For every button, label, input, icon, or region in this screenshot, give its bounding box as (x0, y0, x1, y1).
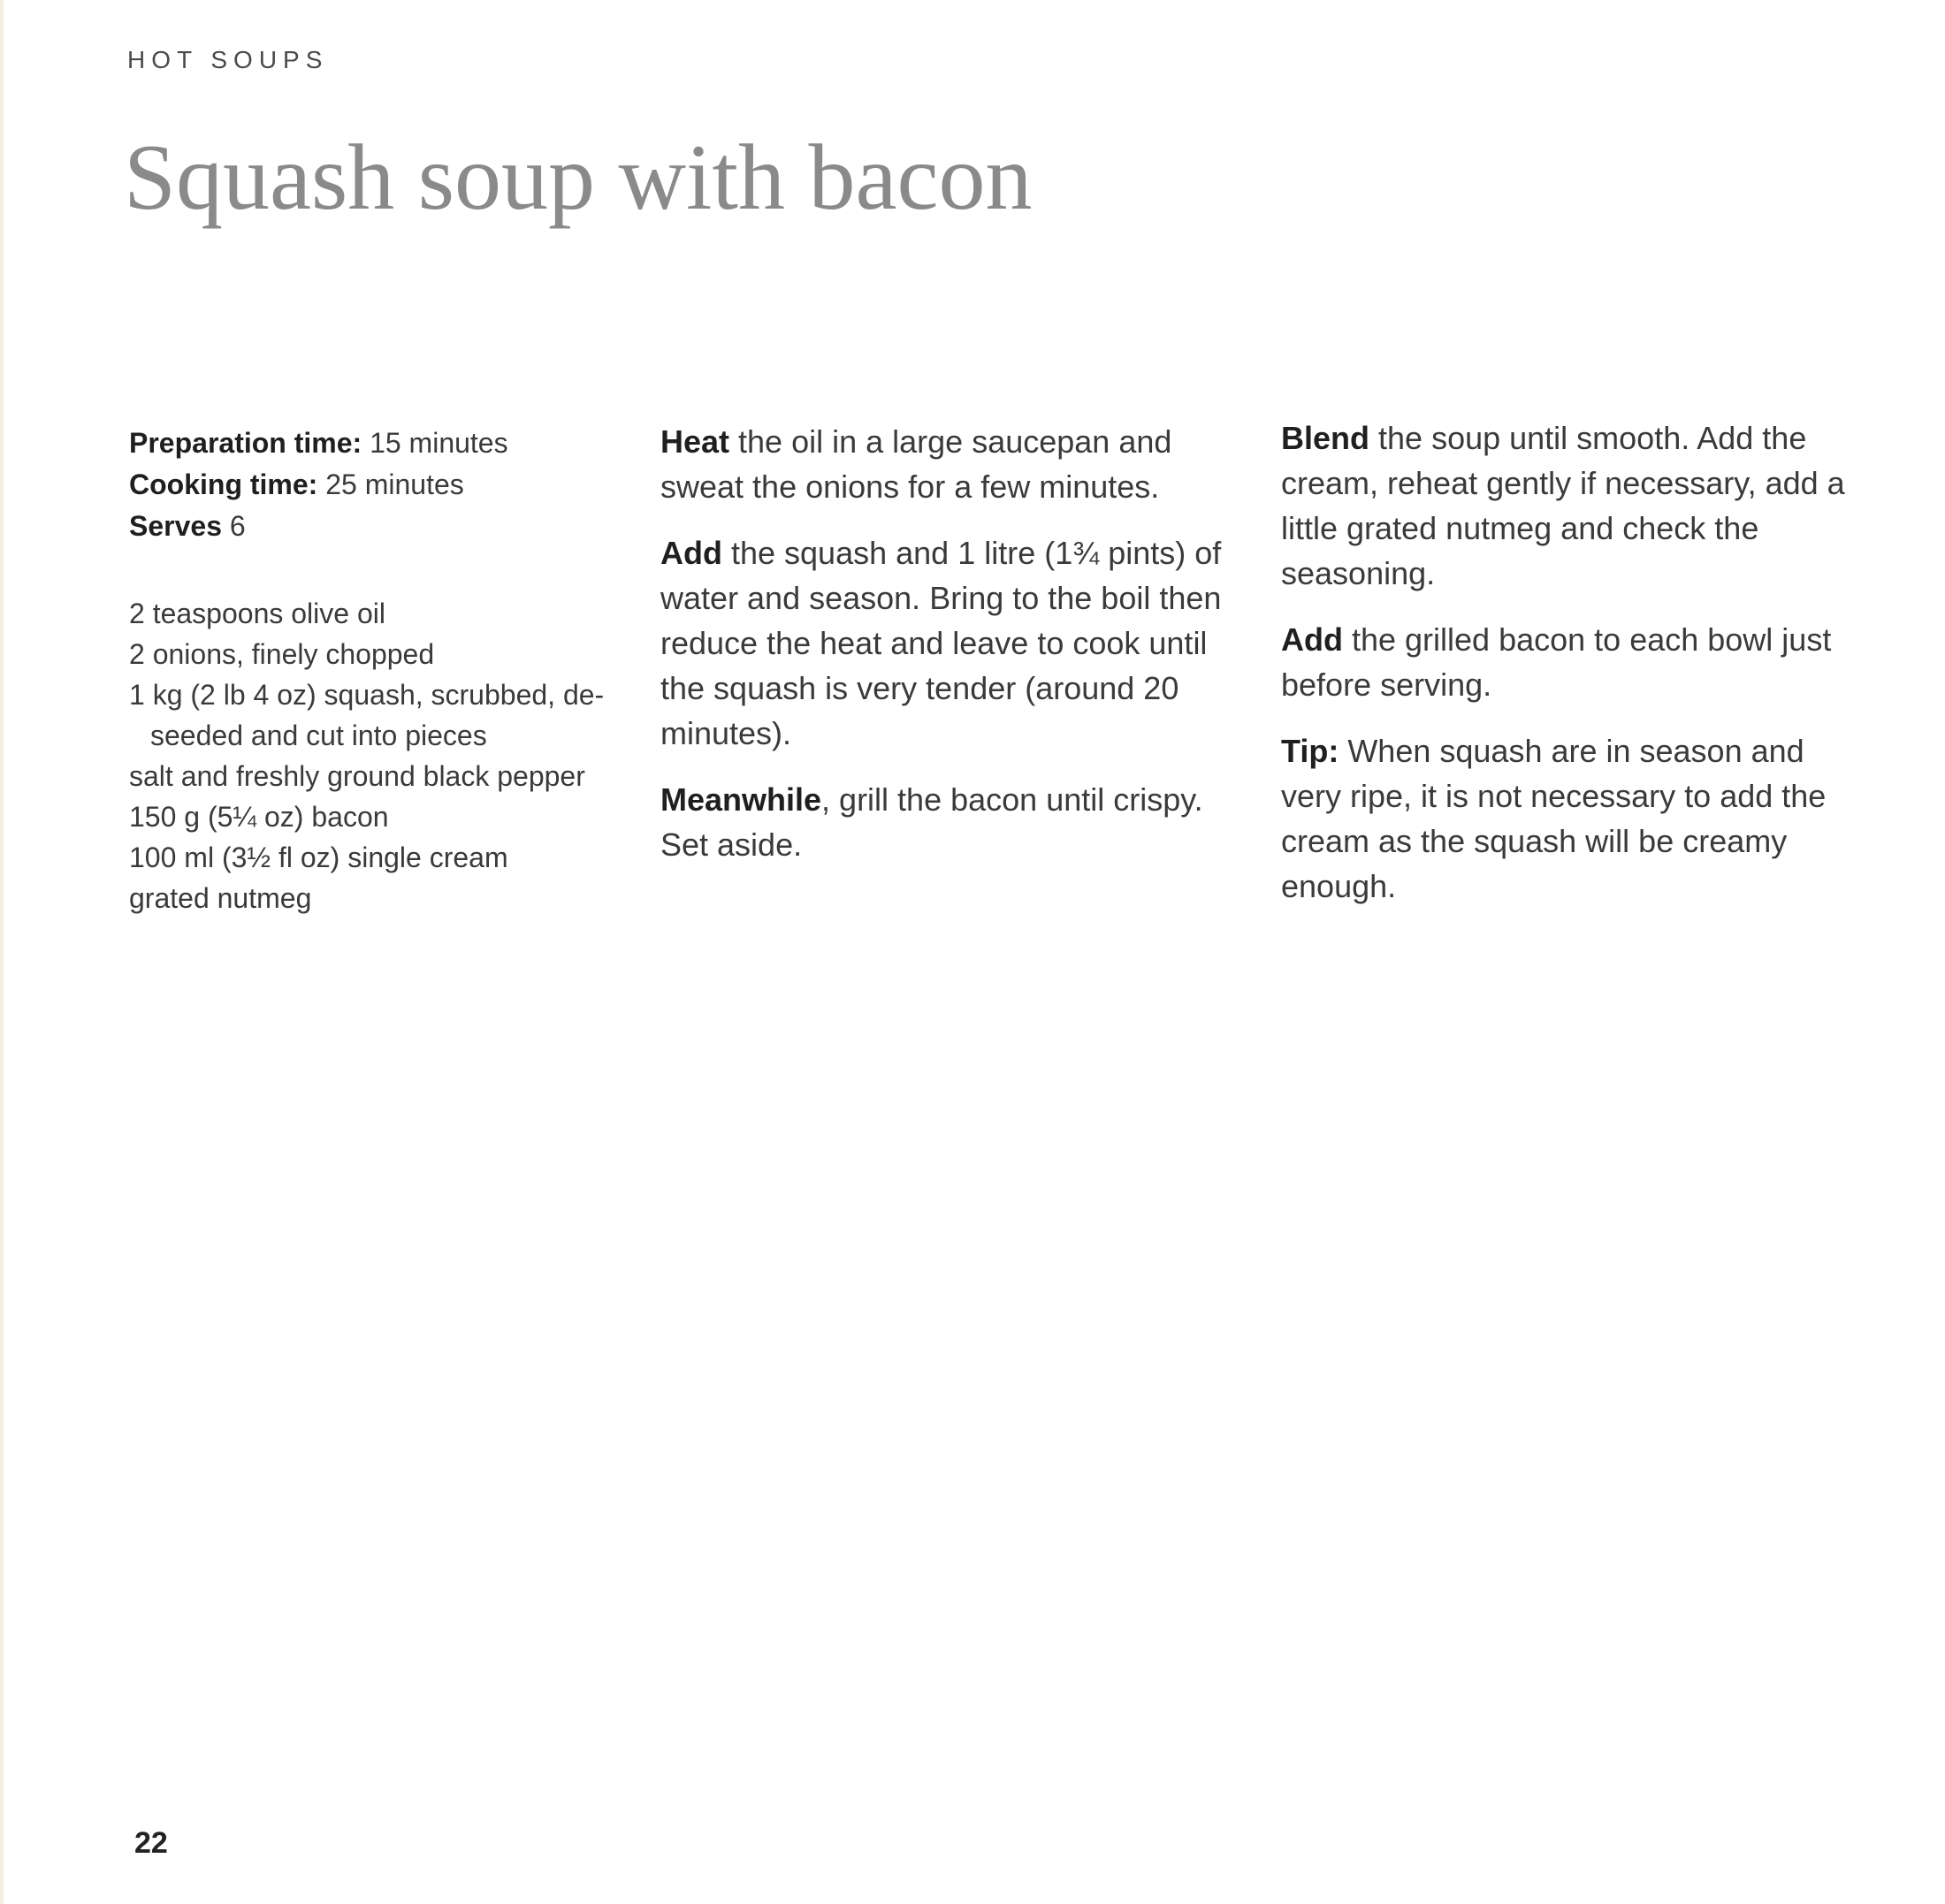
step-text: , grill the bacon until crispy. Set aside. (660, 781, 1203, 863)
ingredient-item: 1 kg (2 lb 4 oz) squash, scrubbed, de-seeded and cut into pieces (129, 679, 605, 751)
method-step (660, 777, 1244, 867)
section-header: HOT SOUPS (127, 46, 329, 73)
prep-time-label: Preparation time: (129, 427, 362, 459)
method-column-1 (660, 419, 1244, 888)
ingredients-column (129, 423, 624, 918)
serves-value: 6 (221, 510, 246, 542)
step-lead: Meanwhile (660, 781, 822, 818)
ingredient-list (129, 593, 624, 918)
ingredient-item: 150 g (5¼ oz) bacon (129, 801, 389, 833)
method-step (660, 419, 1244, 509)
serves-label: Serves (129, 510, 222, 542)
step-lead: Blend (1281, 420, 1370, 456)
method-step (660, 530, 1244, 756)
tip-lead: Tip: (1281, 733, 1339, 769)
cooking-time-value: 25 minutes (317, 468, 464, 500)
method-column-2 (1281, 415, 1865, 930)
ingredient-item: salt and freshly ground black pepper (129, 760, 585, 792)
ingredient-item: 2 onions, finely chopped (129, 638, 435, 670)
page-edge (0, 0, 4, 1904)
cooking-time (129, 464, 624, 506)
tip (1281, 728, 1865, 909)
step-text: the grilled bacon to each bowl just before serving. (1281, 621, 1832, 703)
serves (129, 506, 624, 547)
tip-text: When squash are in season and very ripe, it is not necessary to add the cream as the squash will be creamy enough. (1281, 733, 1827, 904)
prep-time (129, 423, 624, 464)
step-text: the squash and 1 litre (1¾ pints) of water and season. Bring to the boil then reduce the heat and leave to cook until the squash is very tender (around 20 minutes). (660, 535, 1222, 751)
method-step (1281, 415, 1865, 596)
ingredient-item: 2 teaspoons olive oil (129, 598, 385, 629)
ingredient-item: 100 ml (3½ fl oz) single cream (129, 842, 508, 873)
step-lead: Add (660, 535, 722, 571)
step-lead: Add (1281, 621, 1343, 658)
prep-time-value: 15 minutes (362, 427, 508, 459)
cooking-time-label: Cooking time: (129, 468, 318, 500)
step-text: the soup until smooth. Add the cream, reheat gently if necessary, add a little grated nutmeg and check the seasoning. (1281, 420, 1845, 591)
step-text: the oil in a large saucepan and sweat the onions for a few minutes. (660, 423, 1172, 505)
page-title: Squash soup with bacon (124, 126, 1033, 229)
ingredient-item: grated nutmeg (129, 882, 312, 914)
method-step (1281, 617, 1865, 707)
step-lead: Heat (660, 423, 730, 460)
page-number: 22 (134, 1826, 168, 1860)
